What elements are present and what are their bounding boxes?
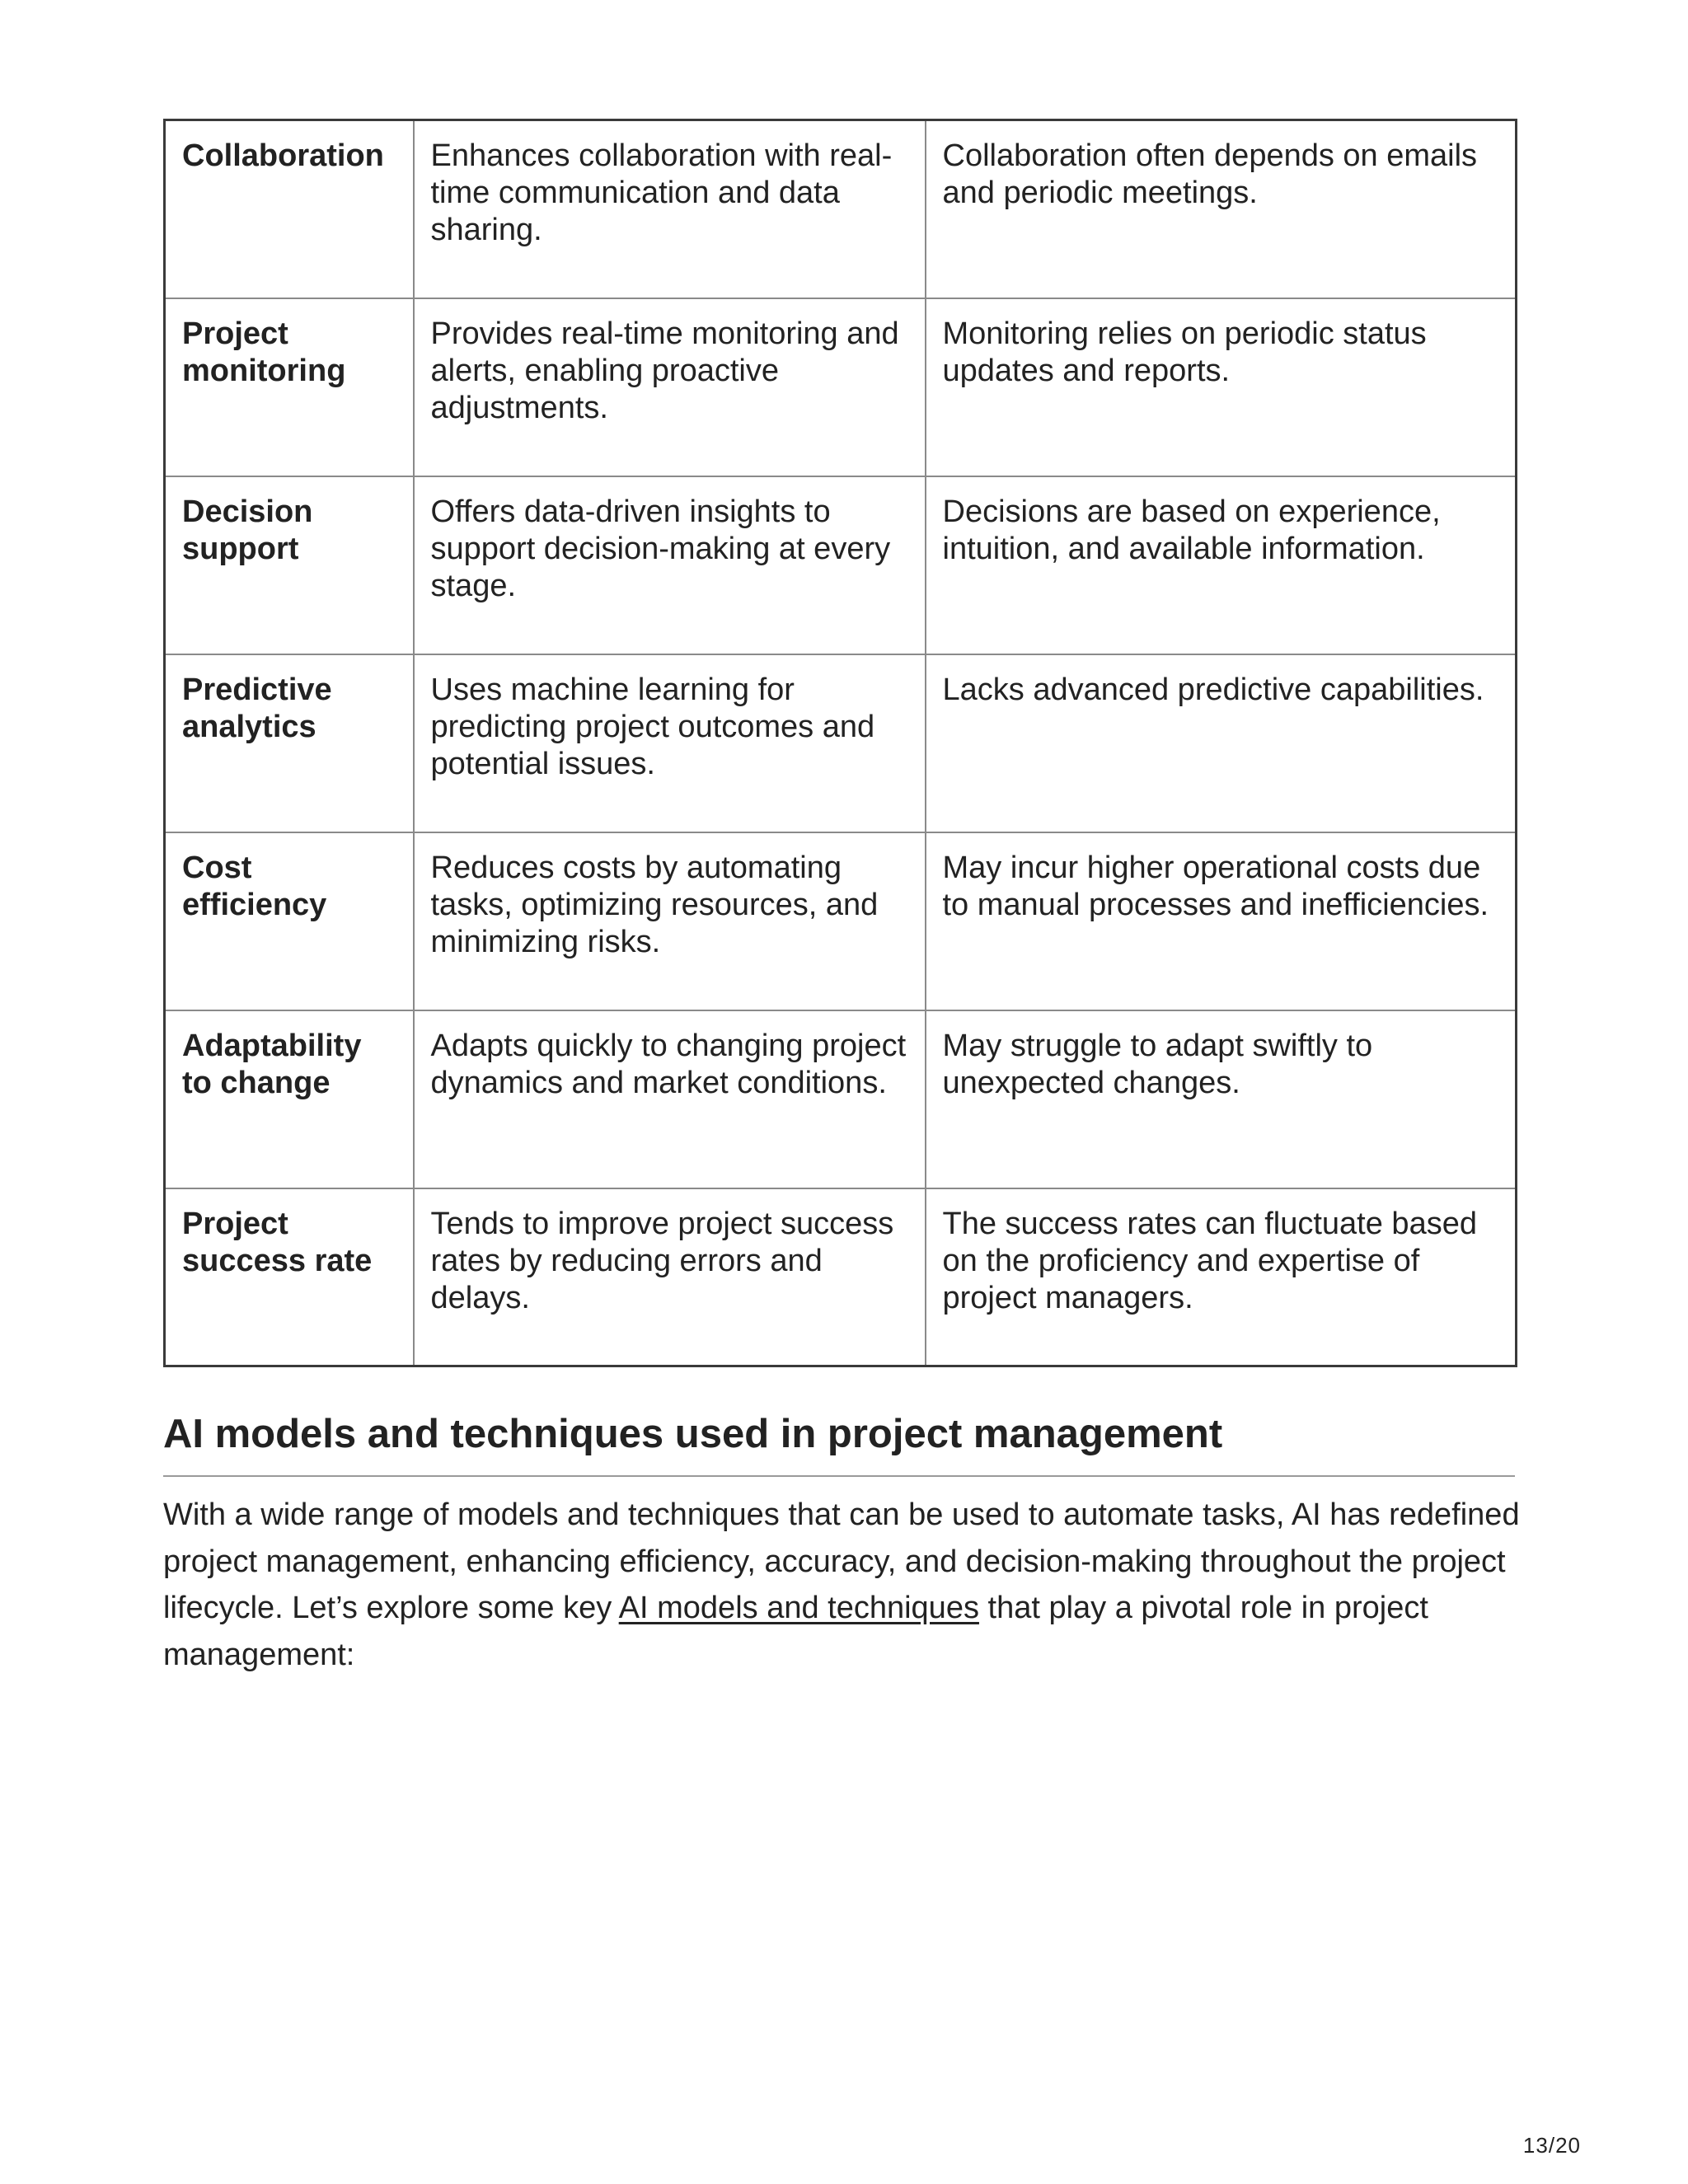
aspect-cell: Collaboration bbox=[165, 120, 414, 298]
comparison-table bbox=[163, 119, 1517, 1367]
ai-based-cell: Adapts quickly to changing project dynamics and market conditions. bbox=[414, 1010, 926, 1188]
traditional-cell: Monitoring relies on periodic status updates and reports. bbox=[926, 298, 1517, 476]
intro-paragraph bbox=[163, 1492, 1523, 1678]
paragraph-text-start: With a wide range of models and techniques that can be used to automate tasks, AI has redefined project management, enhancing efficiency, accuracy, and decision-making throughout the project lifecycle. Let’s explore some key bbox=[163, 1497, 1520, 1625]
page-number: 13/20 bbox=[1522, 2133, 1581, 2158]
traditional-cell: Decisions are based on experience, intuition, and available information. bbox=[926, 476, 1517, 654]
table-row bbox=[165, 832, 1517, 1010]
table-row bbox=[165, 1010, 1517, 1188]
traditional-cell: May struggle to adapt swiftly to unexpected changes. bbox=[926, 1010, 1517, 1188]
ai-based-cell: Enhances collaboration with real-time communication and data sharing. bbox=[414, 120, 926, 298]
ai-based-cell: Provides real-time monitoring and alerts, enabling proactive adjustments. bbox=[414, 298, 926, 476]
aspect-cell: Adaptability to change bbox=[165, 1010, 414, 1188]
paragraph-text-end: that play a pivotal role in project management: bbox=[163, 1591, 1428, 1672]
ai-based-cell: Uses machine learning for predicting project outcomes and potential issues. bbox=[414, 654, 926, 832]
traditional-cell: May incur higher operational costs due to manual processes and inefficiencies. bbox=[926, 832, 1517, 1010]
aspect-cell: Cost efficiency bbox=[165, 832, 414, 1010]
table-row bbox=[165, 476, 1517, 654]
ai-based-cell: Reduces costs by automating tasks, optimizing resources, and minimizing risks. bbox=[414, 832, 926, 1010]
comparison-table-body bbox=[165, 120, 1517, 1366]
table-row bbox=[165, 654, 1517, 832]
table-row bbox=[165, 120, 1517, 298]
table-row bbox=[165, 298, 1517, 476]
heading-divider bbox=[163, 1475, 1515, 1477]
aspect-cell: Project monitoring bbox=[165, 298, 414, 476]
traditional-cell: Lacks advanced predictive capabilities. bbox=[926, 654, 1517, 832]
aspect-cell: Predictive analytics bbox=[165, 654, 414, 832]
ai-based-cell: Offers data-driven insights to support decision-making at every stage. bbox=[414, 476, 926, 654]
table-row bbox=[165, 1188, 1517, 1366]
aspect-cell: Project success rate bbox=[165, 1188, 414, 1366]
ai-models-link[interactable]: AI models and techniques bbox=[618, 1591, 979, 1625]
section-heading: AI models and techniques used in project management bbox=[163, 1412, 1223, 1456]
ai-based-cell: Tends to improve project success rates by reducing errors and delays. bbox=[414, 1188, 926, 1366]
traditional-cell: Collaboration often depends on emails and periodic meetings. bbox=[926, 120, 1517, 298]
traditional-cell: The success rates can fluctuate based on the proficiency and expertise of project managers. bbox=[926, 1188, 1517, 1366]
aspect-cell: Decision support bbox=[165, 476, 414, 654]
